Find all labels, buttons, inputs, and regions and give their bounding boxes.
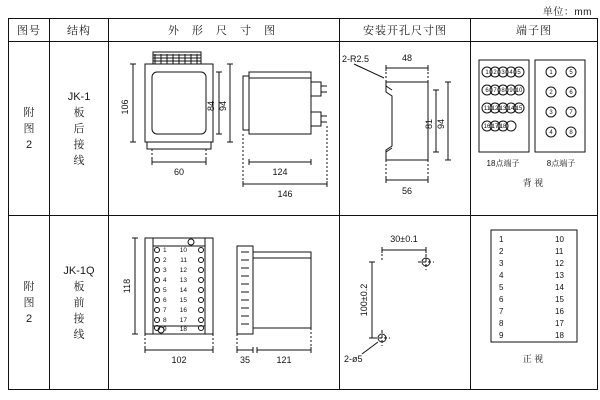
svg-text:15: 15: [515, 106, 523, 112]
row2-term-l3: 3: [499, 259, 504, 268]
row2-structure-line3: 前: [73, 296, 85, 309]
row1-dim-94b: 94: [436, 118, 446, 130]
row2-dim-35: 35: [239, 355, 251, 365]
row2-terminal-drawing: [471, 216, 598, 390]
row1-label-18pt: 18点端子: [486, 159, 520, 168]
table-body: [9, 42, 598, 390]
row2-fig-no-line2: 图: [23, 296, 35, 309]
row2-structure-line4: 接: [73, 312, 85, 325]
row1-terminal-svg: [471, 42, 595, 205]
row1-dim-48: 48: [401, 53, 413, 63]
row2-structure: [50, 216, 109, 390]
row1-dim-94: 94: [218, 100, 228, 112]
svg-text:10: 10: [515, 88, 523, 94]
row1-mounting-drawing: [340, 42, 471, 216]
svg-text:11: 11: [483, 106, 491, 112]
row1-dim-81: 81: [424, 118, 434, 130]
row2-dim-100: 100±0.2: [359, 283, 369, 317]
row1-outline-drawing: [109, 42, 340, 216]
svg-text:8: 8: [569, 130, 573, 136]
unit-note: 单位：mm: [542, 7, 592, 18]
row2-term-l4: 4: [499, 271, 504, 280]
svg-text:1: 1: [485, 70, 489, 76]
svg-text:17: 17: [491, 124, 499, 130]
table-row: [9, 42, 598, 216]
row1-structure-line5: 线: [73, 154, 85, 167]
row2-fig-no: [9, 216, 50, 390]
row1-structure: [50, 42, 109, 216]
svg-text:3: 3: [549, 110, 553, 116]
row2-term-l6: 6: [499, 295, 504, 304]
row1-fig-no: [9, 42, 50, 216]
table-row: [9, 216, 598, 390]
row2-terminal-r4: 13: [179, 277, 187, 284]
row2-outline-svg: [109, 216, 337, 379]
svg-text:5: 5: [517, 70, 521, 76]
row2-term-r1: 10: [555, 235, 564, 244]
row1-mounting-svg: [340, 42, 468, 205]
row2-term-r9: 18: [555, 331, 564, 340]
row2-terminal-r3: 12: [179, 267, 187, 274]
row1-label-view: 背 视: [522, 178, 544, 188]
svg-text:12: 12: [491, 106, 499, 112]
row2-term-r2: 11: [555, 247, 564, 256]
row2-terminal-l1: 1: [163, 247, 167, 254]
row2-structure-line1: JK-1Q: [63, 264, 95, 277]
row1-dim-56: 56: [401, 186, 413, 196]
row2-outline-drawing: [109, 216, 340, 390]
row1-structure-line4: 接: [73, 138, 85, 151]
row2-terminal-r2: 11: [180, 257, 187, 264]
table-header: [9, 19, 598, 42]
row1-fig-no-line2: 图: [23, 122, 35, 135]
svg-text:7: 7: [569, 110, 573, 116]
row2-terminal-svg: [471, 216, 595, 379]
row2-mounting-svg: [340, 216, 468, 379]
row2-terminal-l2: 2: [163, 257, 167, 264]
svg-text:9: 9: [509, 88, 513, 94]
header-mounting: 安装开孔尺寸图: [340, 19, 471, 42]
svg-text:18: 18: [499, 124, 507, 130]
row2-terminal-l4: 4: [163, 277, 167, 284]
header-fig-no: 图号: [9, 19, 50, 42]
row2-term-l8: 8: [499, 319, 504, 328]
row1-dim-84: 84: [206, 100, 216, 112]
svg-text:2: 2: [493, 70, 497, 76]
row2-term-r8: 17: [555, 319, 564, 328]
header-terminal: 端子图: [471, 19, 598, 42]
svg-text:2: 2: [549, 90, 553, 96]
row2-fig-no-line3: 2: [25, 312, 33, 325]
row1-dim-146: 146: [277, 189, 293, 199]
header-outline: 外 形 尺 寸 图: [109, 19, 340, 42]
row1-dim-60: 60: [173, 167, 185, 177]
row2-dim-121: 121: [276, 355, 292, 365]
row1-structure-line1: JK-1: [67, 90, 91, 103]
svg-text:8: 8: [501, 88, 505, 94]
row2-terminal-r8: 17: [179, 317, 187, 324]
row2-term-r6: 15: [555, 295, 564, 304]
row2-terminal-l3: 3: [163, 267, 167, 274]
row2-term-r3: 12: [555, 259, 564, 268]
row1-fig-no-line1: 附: [23, 106, 35, 119]
row1-dim-106: 106: [120, 99, 130, 115]
row2-dim-118: 118: [122, 278, 132, 294]
row1-outline-svg: [109, 42, 337, 205]
row2-terminal-r1: 10: [179, 247, 187, 254]
row2-structure-line2: 板: [73, 280, 85, 293]
row2-terminal-l6: 6: [163, 297, 167, 304]
row2-term-l5: 5: [499, 283, 504, 292]
svg-text:4: 4: [509, 70, 513, 76]
svg-text:4: 4: [549, 130, 553, 136]
row2-fig-no-line1: 附: [23, 280, 35, 293]
svg-text:7: 7: [493, 88, 497, 94]
row2-terminal-l8: 8: [163, 317, 167, 324]
row1-dim-r25: 2-R2.5: [342, 54, 370, 64]
row1-terminal-drawing: [471, 42, 598, 216]
row2-terminal-l9: 9: [163, 326, 167, 333]
row1-fig-no-line3: 2: [25, 138, 33, 151]
row2-term-r7: 16: [555, 307, 564, 316]
row2-term-l7: 7: [499, 307, 504, 316]
row2-terminal-l7: 7: [163, 307, 167, 314]
row2-label-view: 正 视: [522, 354, 544, 364]
row1-structure-line2: 板: [73, 106, 85, 119]
row1-dim-124: 124: [272, 167, 288, 177]
row2-term-l2: 2: [499, 247, 504, 256]
row2-terminal-r6: 15: [179, 297, 187, 304]
row2-term-r5: 14: [555, 283, 564, 292]
row1-label-8pt: 8点端子: [546, 159, 576, 168]
svg-text:3: 3: [501, 70, 505, 76]
row2-terminal-r7: 16: [179, 307, 187, 314]
svg-text:6: 6: [569, 90, 573, 96]
row2-dim-30: 30±0.1: [390, 234, 418, 244]
row2-term-l9: 9: [499, 331, 504, 340]
row2-terminal-l5: 5: [163, 287, 167, 294]
svg-text:5: 5: [569, 70, 573, 76]
dimension-table: [8, 18, 598, 390]
table-header-row: [9, 19, 598, 42]
svg-text:14: 14: [507, 106, 515, 112]
row2-mounting-drawing: [340, 216, 471, 390]
svg-text:1: 1: [549, 70, 553, 76]
row2-dim-102: 102: [171, 355, 187, 365]
svg-text:6: 6: [485, 88, 489, 94]
row2-terminal-r9: 18: [179, 326, 187, 333]
header-structure: 结构: [50, 19, 109, 42]
row2-term-r4: 13: [555, 271, 564, 280]
row2-structure-line5: 线: [73, 328, 85, 341]
svg-text:16: 16: [483, 124, 491, 130]
row2-term-l1: 1: [499, 235, 504, 244]
svg-text:13: 13: [499, 106, 507, 112]
row1-structure-line3: 后: [73, 122, 85, 135]
row2-dim-holes: 2-ø5: [344, 354, 363, 364]
row2-terminal-r5: 14: [179, 287, 187, 294]
